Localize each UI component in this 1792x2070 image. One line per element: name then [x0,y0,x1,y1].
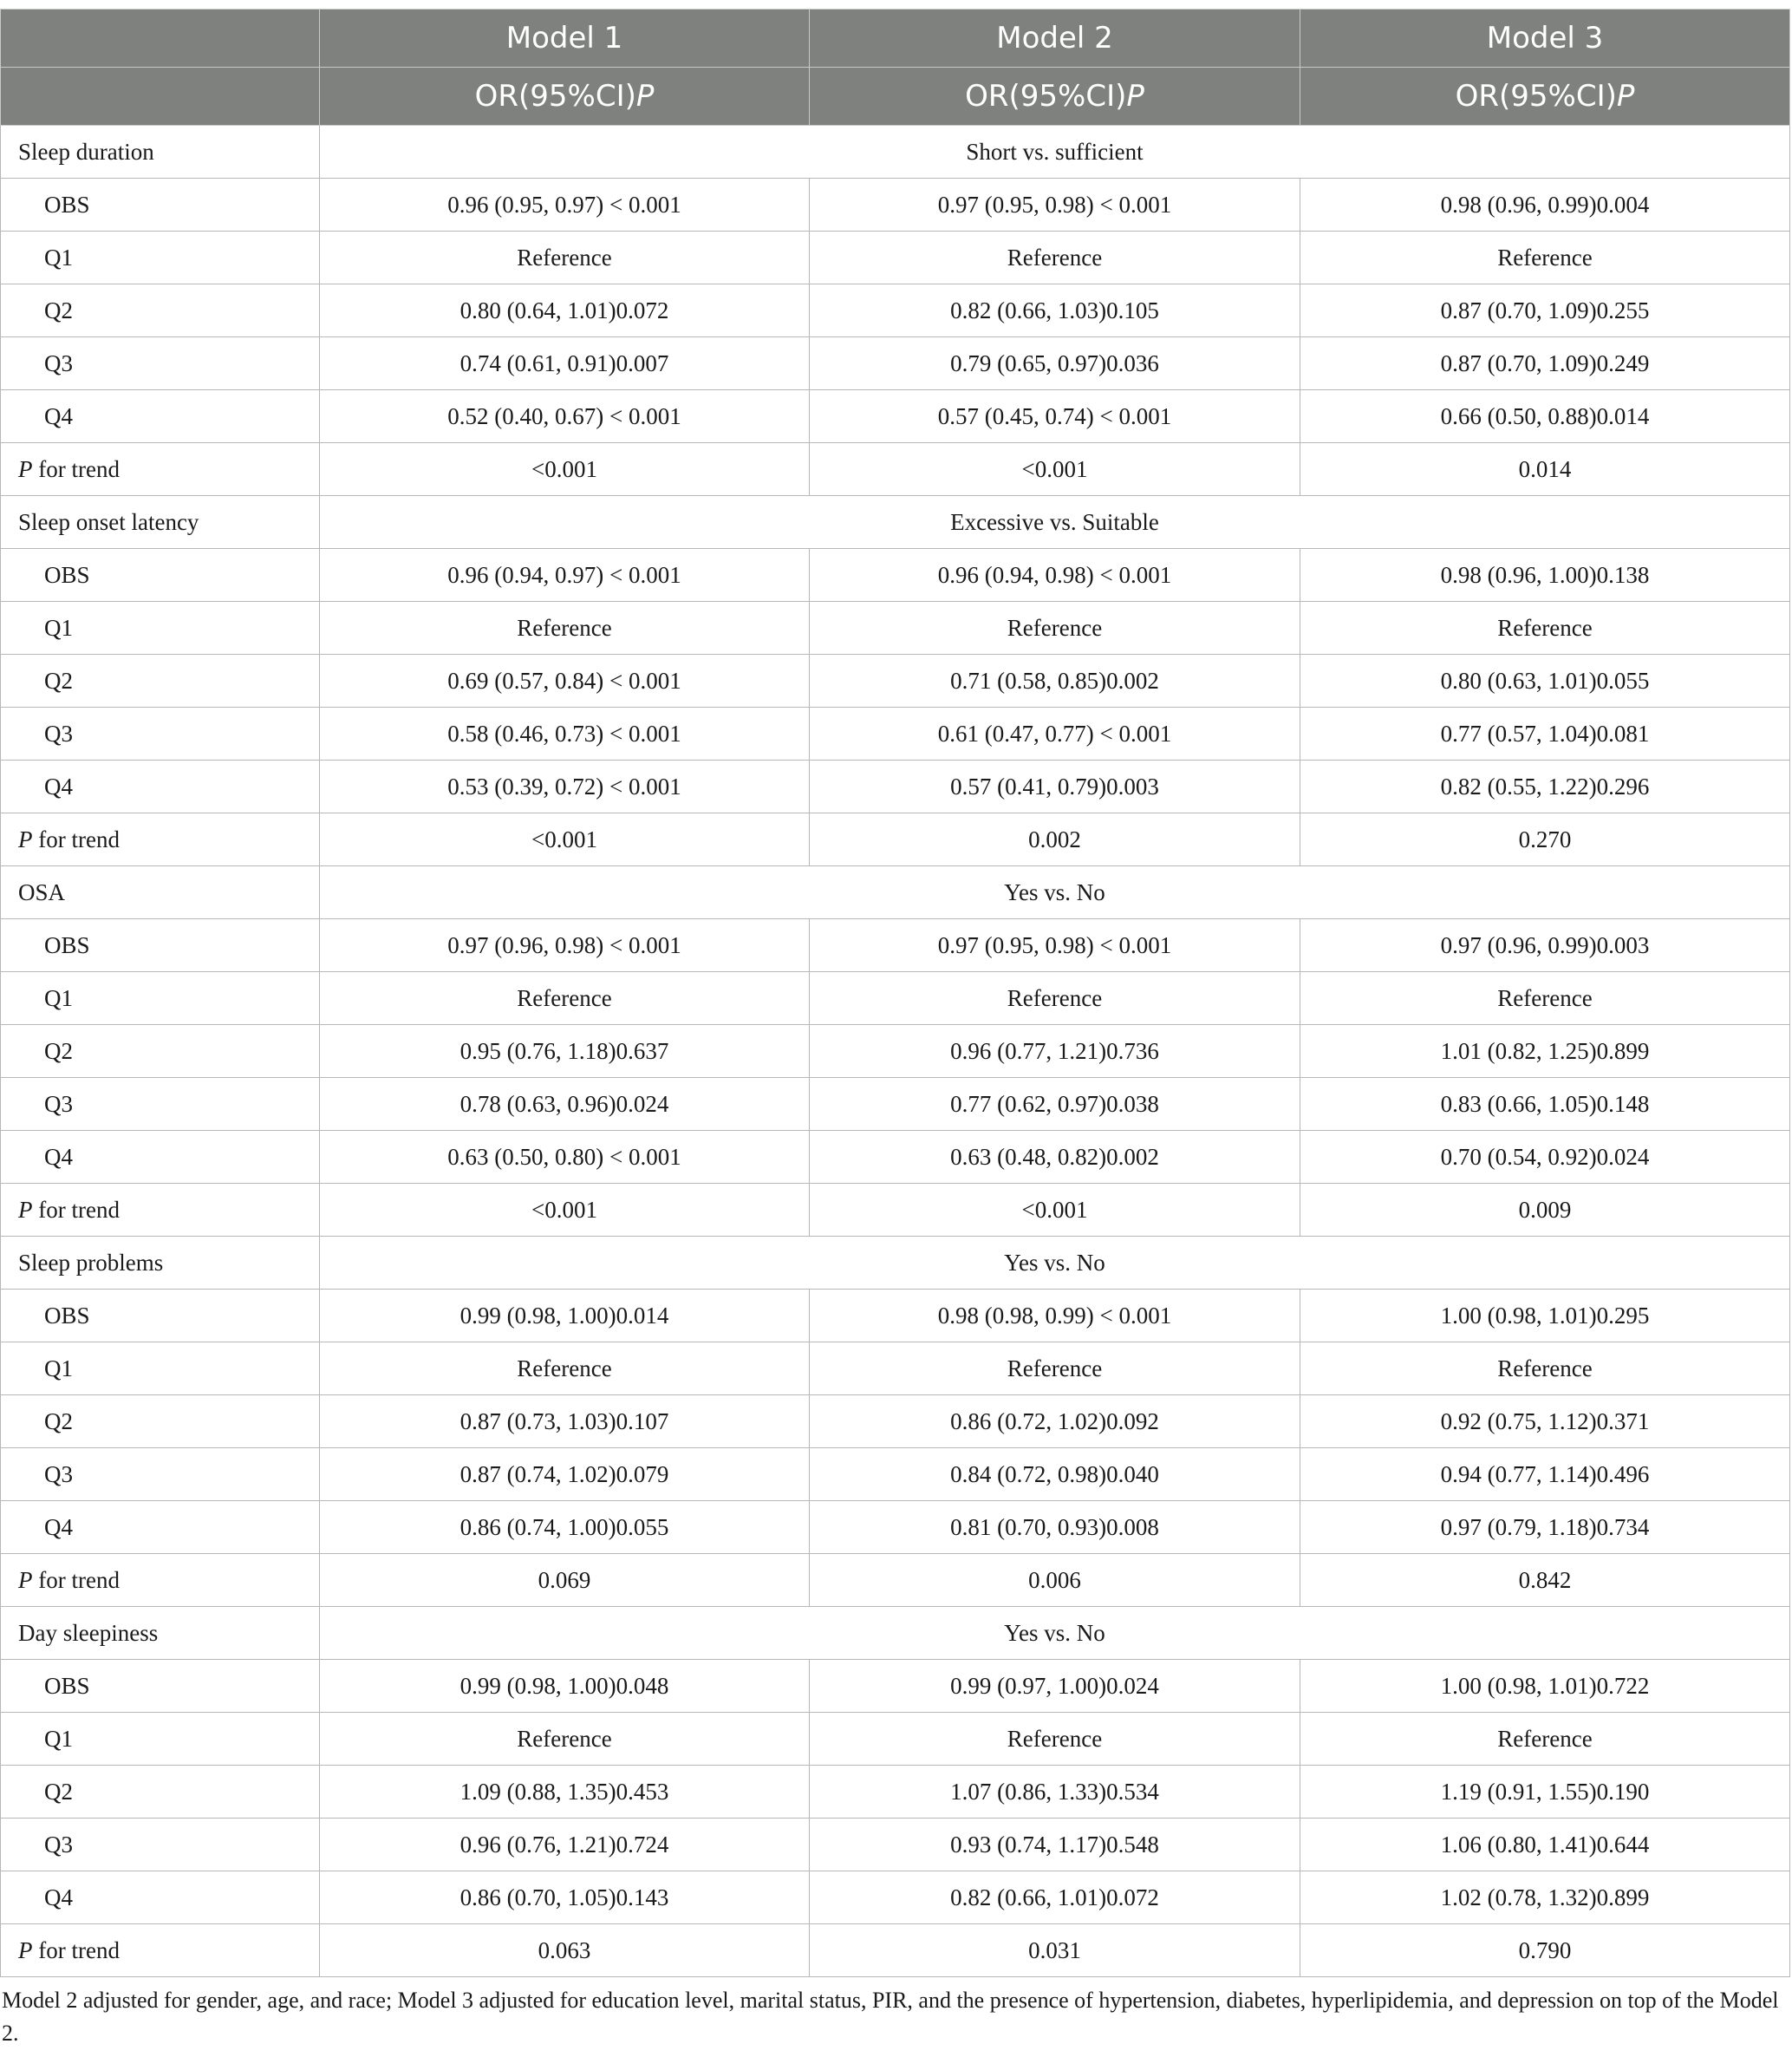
trend-model-2: <0.001 [810,1184,1300,1237]
trend-label [1,1184,320,1237]
model-2-value: 0.98 (0.98, 0.99) < 0.001 [810,1290,1300,1342]
model-2-value: Reference [810,1342,1300,1395]
model-1-value: 0.69 (0.57, 0.84) < 0.001 [320,655,810,708]
row-label: Q4 [1,1871,320,1924]
table-footnote: Model 2 adjusted for gender, age, and race; Model 3 adjusted for education level, marital status, PIR, and the presence of hypertension, diabetes, hyperlipidemia, and depression on top of the Model 2. [2,1988,1779,2046]
row-label: Q4 [1,761,320,813]
trend-label [1,443,320,496]
trend-label [1,813,320,866]
section-name: OSA [1,866,320,919]
model-1-value: 0.87 (0.73, 1.03)0.107 [320,1395,810,1448]
model-3-value: 1.00 (0.98, 1.01)0.295 [1300,1290,1790,1342]
row-label: OBS [1,179,320,232]
model-3-value: Reference [1300,1713,1790,1766]
model-1-value: Reference [320,1342,810,1395]
row-label: Q3 [1,1448,320,1501]
table-row [1,1025,1790,1078]
section-header-row [1,1607,1790,1660]
model-2-value: 0.57 (0.41, 0.79)0.003 [810,761,1300,813]
row-label: Q1 [1,972,320,1025]
trend-label-p: P [18,1196,33,1223]
model-2-value: 0.57 (0.45, 0.74) < 0.001 [810,390,1300,443]
section-header-row [1,866,1790,919]
model-3-value: 0.97 (0.96, 0.99)0.003 [1300,919,1790,972]
model-2-value: 0.86 (0.72, 1.02)0.092 [810,1395,1300,1448]
table-row [1,1766,1790,1819]
model-1-value: 0.95 (0.76, 1.18)0.637 [320,1025,810,1078]
header-model-2: Model 2 [810,10,1300,68]
model-3-value: 0.77 (0.57, 1.04)0.081 [1300,708,1790,761]
model-2-value: Reference [810,1713,1300,1766]
trend-label-rest: for trend [32,1566,120,1593]
trend-row [1,813,1790,866]
section-name: Day sleepiness [1,1607,320,1660]
trend-label-p: P [18,826,33,852]
row-label: Q3 [1,708,320,761]
model-3-value: 1.06 (0.80, 1.41)0.644 [1300,1819,1790,1871]
model-3-value: 0.70 (0.54, 0.92)0.024 [1300,1131,1790,1184]
model-2-value: Reference [810,602,1300,655]
row-label: Q2 [1,1025,320,1078]
trend-label [1,1924,320,1977]
header-stat-label: OR(95%CI) [1455,79,1617,114]
section-header-row [1,1237,1790,1290]
row-label: Q2 [1,1395,320,1448]
model-1-value: Reference [320,232,810,284]
model-3-value: Reference [1300,232,1790,284]
header-stat-1 [320,68,810,126]
section-name: Sleep problems [1,1237,320,1290]
model-1-value: Reference [320,602,810,655]
header-stat-p: P [1126,79,1144,114]
section-comparison: Short vs. sufficient [320,126,1790,179]
model-3-value: 0.82 (0.55, 1.22)0.296 [1300,761,1790,813]
model-1-value: 0.86 (0.70, 1.05)0.143 [320,1871,810,1924]
trend-label-rest: for trend [32,1196,120,1223]
model-1-value: 0.63 (0.50, 0.80) < 0.001 [320,1131,810,1184]
model-3-value: 0.83 (0.66, 1.05)0.148 [1300,1078,1790,1131]
trend-model-2: 0.006 [810,1554,1300,1607]
row-label: Q1 [1,1713,320,1766]
table-row [1,1713,1790,1766]
results-table-container [0,9,1789,2050]
row-label: Q4 [1,1501,320,1554]
model-2-value: 1.07 (0.86, 1.33)0.534 [810,1766,1300,1819]
model-3-value: Reference [1300,972,1790,1025]
table-row [1,1131,1790,1184]
trend-row [1,443,1790,496]
header-corner-cell [1,10,320,68]
trend-model-3: 0.009 [1300,1184,1790,1237]
model-2-value: 0.96 (0.94, 0.98) < 0.001 [810,549,1300,602]
trend-model-1: 0.063 [320,1924,810,1977]
section-header-row [1,496,1790,549]
table-row [1,337,1790,390]
model-2-value: Reference [810,972,1300,1025]
row-label: Q3 [1,1819,320,1871]
model-3-value: 0.87 (0.70, 1.09)0.255 [1300,284,1790,337]
table-row [1,655,1790,708]
row-label: OBS [1,1660,320,1713]
trend-row [1,1554,1790,1607]
model-1-value: Reference [320,1713,810,1766]
table-row [1,602,1790,655]
trend-row [1,1924,1790,1977]
row-label: Q2 [1,1766,320,1819]
trend-row [1,1184,1790,1237]
table-row [1,179,1790,232]
table-row [1,1342,1790,1395]
model-1-value: 0.96 (0.94, 0.97) < 0.001 [320,549,810,602]
header-stat-3 [1300,68,1790,126]
model-3-value: 0.98 (0.96, 1.00)0.138 [1300,549,1790,602]
table-row [1,549,1790,602]
model-2-value: 0.82 (0.66, 1.03)0.105 [810,284,1300,337]
header-row-stats [1,68,1790,126]
table-row [1,1819,1790,1871]
model-1-value: 0.86 (0.74, 1.00)0.055 [320,1501,810,1554]
trend-model-1: <0.001 [320,1184,810,1237]
table-row [1,1395,1790,1448]
trend-model-2: <0.001 [810,443,1300,496]
model-2-value: 0.93 (0.74, 1.17)0.548 [810,1819,1300,1871]
model-3-value: 1.19 (0.91, 1.55)0.190 [1300,1766,1790,1819]
model-2-value: 0.84 (0.72, 0.98)0.040 [810,1448,1300,1501]
model-3-value: 1.02 (0.78, 1.32)0.899 [1300,1871,1790,1924]
trend-model-3: 0.842 [1300,1554,1790,1607]
trend-model-3: 0.790 [1300,1924,1790,1977]
row-label: OBS [1,919,320,972]
model-1-value: 0.96 (0.76, 1.21)0.724 [320,1819,810,1871]
model-1-value: 0.53 (0.39, 0.72) < 0.001 [320,761,810,813]
trend-label-p: P [18,455,33,482]
header-corner-cell-2 [1,68,320,126]
row-label: Q4 [1,390,320,443]
header-stat-2 [810,68,1300,126]
model-2-value: 0.81 (0.70, 0.93)0.008 [810,1501,1300,1554]
model-1-value: 0.78 (0.63, 0.96)0.024 [320,1078,810,1131]
table-row [1,1290,1790,1342]
section-comparison: Excessive vs. Suitable [320,496,1790,549]
model-2-value: 0.77 (0.62, 0.97)0.038 [810,1078,1300,1131]
section-comparison: Yes vs. No [320,1237,1790,1290]
model-2-value: 0.97 (0.95, 0.98) < 0.001 [810,179,1300,232]
model-2-value: 0.79 (0.65, 0.97)0.036 [810,337,1300,390]
header-row-models [1,10,1790,68]
table-row [1,1448,1790,1501]
model-2-value: Reference [810,232,1300,284]
model-1-value: Reference [320,972,810,1025]
model-1-value: 0.99 (0.98, 1.00)0.014 [320,1290,810,1342]
model-1-value: 0.87 (0.74, 1.02)0.079 [320,1448,810,1501]
model-3-value: 1.00 (0.98, 1.01)0.722 [1300,1660,1790,1713]
model-3-value: 0.92 (0.75, 1.12)0.371 [1300,1395,1790,1448]
trend-label-rest: for trend [32,455,120,482]
model-1-value: 0.74 (0.61, 0.91)0.007 [320,337,810,390]
table-row [1,1078,1790,1131]
section-comparison: Yes vs. No [320,866,1790,919]
header-model-3: Model 3 [1300,10,1790,68]
trend-model-2: 0.031 [810,1924,1300,1977]
row-label: Q1 [1,1342,320,1395]
table-row [1,284,1790,337]
trend-model-1: 0.069 [320,1554,810,1607]
model-1-value: 0.99 (0.98, 1.00)0.048 [320,1660,810,1713]
model-3-value: 0.97 (0.79, 1.18)0.734 [1300,1501,1790,1554]
trend-label-rest: for trend [32,826,120,852]
model-2-value: 0.63 (0.48, 0.82)0.002 [810,1131,1300,1184]
model-1-value: 0.58 (0.46, 0.73) < 0.001 [320,708,810,761]
table-row [1,390,1790,443]
trend-model-1: <0.001 [320,813,810,866]
row-label: Q2 [1,284,320,337]
model-1-value: 0.96 (0.95, 0.97) < 0.001 [320,179,810,232]
model-2-value: 0.97 (0.95, 0.98) < 0.001 [810,919,1300,972]
trend-label-rest: for trend [32,1936,120,1963]
trend-label-p: P [18,1936,33,1963]
table-row [1,708,1790,761]
table-row [1,1501,1790,1554]
section-name: Sleep duration [1,126,320,179]
section-name: Sleep onset latency [1,496,320,549]
table-row [1,232,1790,284]
section-header-row [1,126,1790,179]
trend-model-3: 0.014 [1300,443,1790,496]
model-3-value: 0.94 (0.77, 1.14)0.496 [1300,1448,1790,1501]
section-comparison: Yes vs. No [320,1607,1790,1660]
row-label: OBS [1,549,320,602]
header-stat-label: OR(95%CI) [965,79,1127,114]
model-3-value: 0.98 (0.96, 0.99)0.004 [1300,179,1790,232]
table-row [1,761,1790,813]
model-3-value: 0.66 (0.50, 0.88)0.014 [1300,390,1790,443]
model-3-value: 1.01 (0.82, 1.25)0.899 [1300,1025,1790,1078]
trend-label-p: P [18,1566,33,1593]
model-1-value: 0.52 (0.40, 0.67) < 0.001 [320,390,810,443]
row-label: Q3 [1,1078,320,1131]
model-2-value: 0.82 (0.66, 1.01)0.072 [810,1871,1300,1924]
row-label: Q1 [1,232,320,284]
model-3-value: 0.80 (0.63, 1.01)0.055 [1300,655,1790,708]
header-stat-label: OR(95%CI) [474,79,636,114]
model-2-value: 0.96 (0.77, 1.21)0.736 [810,1025,1300,1078]
row-label: Q2 [1,655,320,708]
model-2-value: 0.61 (0.47, 0.77) < 0.001 [810,708,1300,761]
model-3-value: Reference [1300,602,1790,655]
trend-model-3: 0.270 [1300,813,1790,866]
model-1-value: 0.80 (0.64, 1.01)0.072 [320,284,810,337]
table-row [1,1871,1790,1924]
model-3-value: Reference [1300,1342,1790,1395]
table-row [1,972,1790,1025]
model-2-value: 0.99 (0.97, 1.00)0.024 [810,1660,1300,1713]
model-3-value: 0.87 (0.70, 1.09)0.249 [1300,337,1790,390]
table-header [1,10,1790,126]
trend-label [1,1554,320,1607]
table-body [1,126,1790,1977]
row-label: Q1 [1,602,320,655]
header-stat-p: P [635,79,655,114]
header-model-1: Model 1 [320,10,810,68]
row-label: Q4 [1,1131,320,1184]
table-row [1,1660,1790,1713]
row-label: Q3 [1,337,320,390]
trend-model-1: <0.001 [320,443,810,496]
trend-model-2: 0.002 [810,813,1300,866]
model-1-value: 0.97 (0.96, 0.98) < 0.001 [320,919,810,972]
odds-ratio-table [0,9,1790,1977]
header-stat-p: P [1616,79,1635,114]
row-label: OBS [1,1290,320,1342]
table-row [1,919,1790,972]
model-2-value: 0.71 (0.58, 0.85)0.002 [810,655,1300,708]
model-1-value: 1.09 (0.88, 1.35)0.453 [320,1766,810,1819]
